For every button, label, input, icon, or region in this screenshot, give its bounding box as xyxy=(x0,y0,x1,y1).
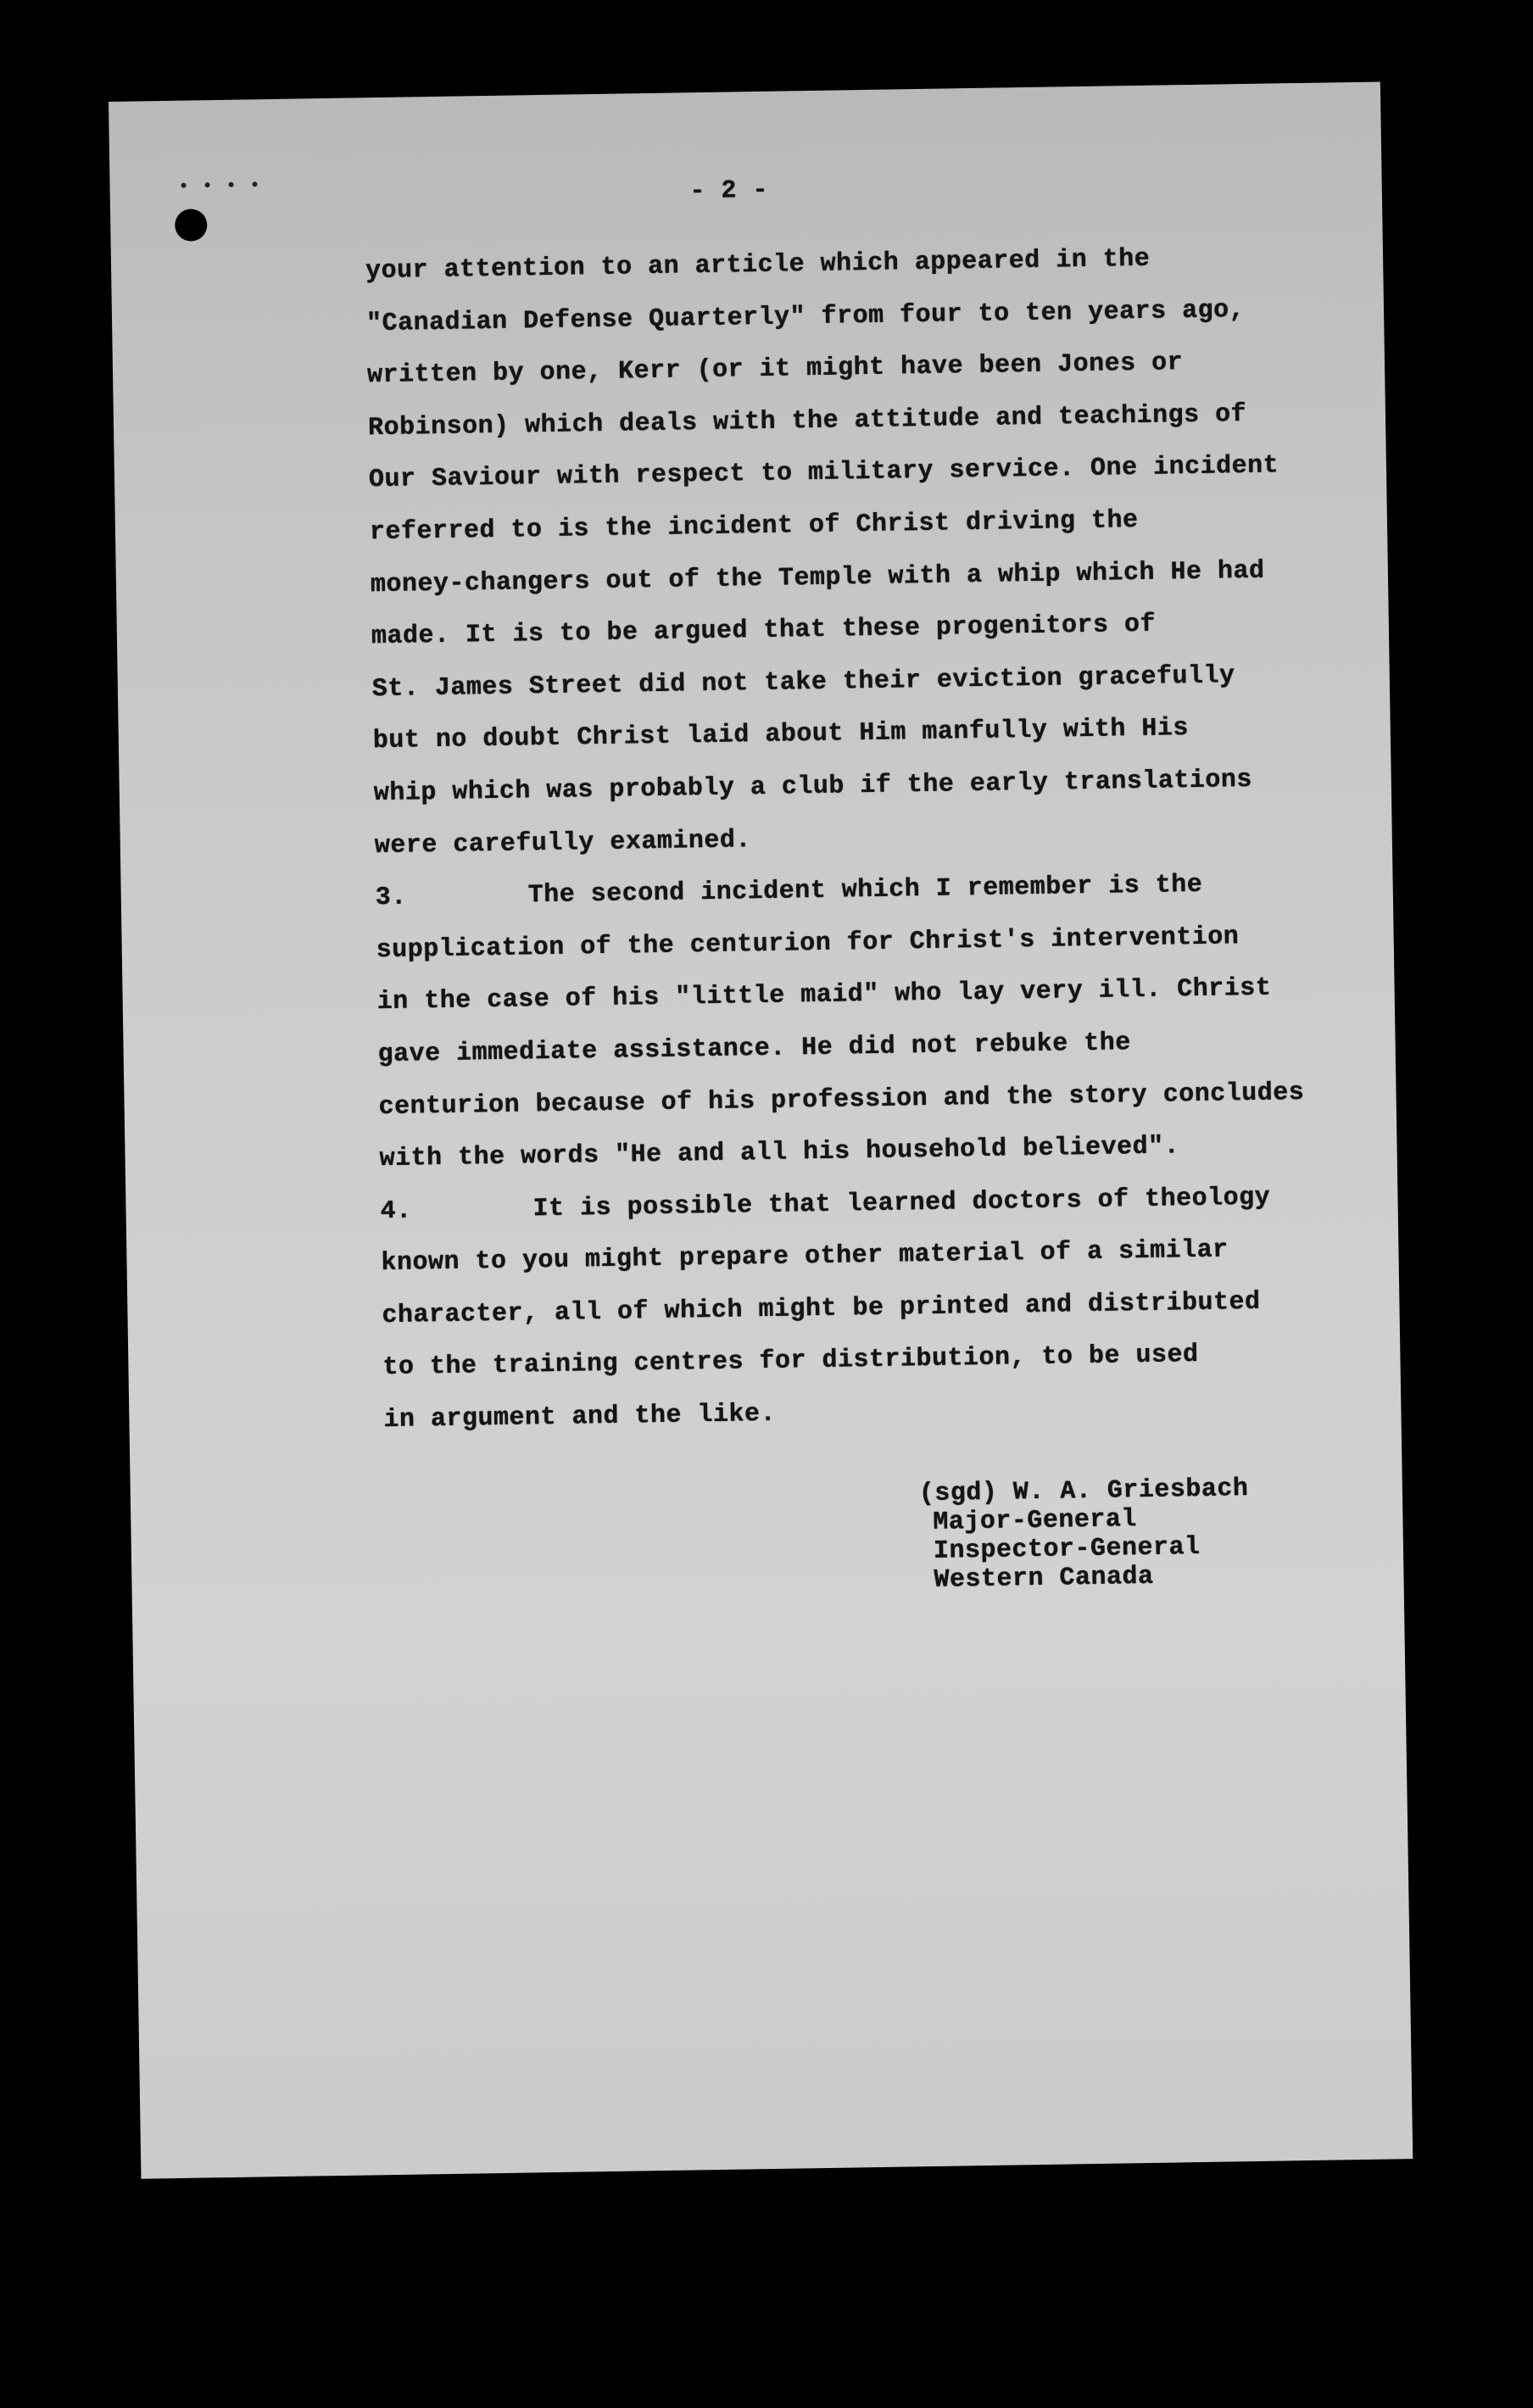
text-line: referred to is the incident of Christ driving the xyxy=(369,505,1139,548)
signature-rank: Major-General xyxy=(933,1505,1138,1537)
signature-block xyxy=(919,1474,1251,1595)
text-line: known to you might prepare other material of a similar xyxy=(381,1235,1229,1279)
page-number: - 2 - xyxy=(689,176,769,207)
signature-name: (sgd) W. A. Griesbach xyxy=(918,1474,1249,1509)
text-line: with the words "He and all his household believed". xyxy=(379,1132,1180,1174)
document-page xyxy=(109,81,1413,2178)
text-line: money-changers out of the Temple with a whip which He had xyxy=(370,556,1265,599)
paragraph-text: The second incident which I remember is the xyxy=(527,870,1203,911)
text-line: Our Saviour with respect to military service. One incident xyxy=(368,451,1279,495)
signature-region: Western Canada xyxy=(934,1562,1154,1595)
text-line: made. It is to be argued that these progenitors of xyxy=(371,610,1157,652)
punch-marks xyxy=(181,176,282,186)
text-line: to the training centres for distribution, to be used xyxy=(382,1341,1199,1383)
punch-hole xyxy=(175,209,208,242)
text-line: whip which was probably a club if the early translations xyxy=(373,765,1253,809)
paragraph-number: 3. xyxy=(375,883,408,913)
text-line: "Canadian Defense Quarterly" from four to ten years ago, xyxy=(365,295,1246,338)
text-line: in argument and the like. xyxy=(383,1399,777,1435)
text-line: were carefully examined. xyxy=(374,825,752,861)
text-line: your attention to an article which appeared in the xyxy=(365,244,1151,287)
text-line: written by one, Kerr (or it might have been Jones or xyxy=(366,348,1184,391)
text-line: St. James Street did not take their eviction gracefully xyxy=(371,661,1235,704)
text-line: gave immediate assistance. He did not rebuke the xyxy=(377,1028,1131,1070)
letter-body xyxy=(365,231,1368,1447)
text-line: character, all of which might be printed and distributed xyxy=(382,1287,1261,1330)
text-line: supplication of the centurion for Christ's intervention xyxy=(376,922,1240,965)
text-line: in the case of his "little maid" who lay very ill. Christ xyxy=(376,973,1272,1017)
text-line: but no doubt Christ laid about Him manfully with His xyxy=(372,714,1190,756)
text-line: Robinson) which deals with the attitude and teachings of xyxy=(367,399,1247,443)
signature-title: Inspector-General xyxy=(933,1532,1201,1566)
text-line: centurion because of his profession and the story concludes xyxy=(378,1078,1305,1122)
paragraph-text: It is possible that learned doctors of theology xyxy=(532,1183,1271,1224)
paragraph-number: 4. xyxy=(380,1196,412,1226)
